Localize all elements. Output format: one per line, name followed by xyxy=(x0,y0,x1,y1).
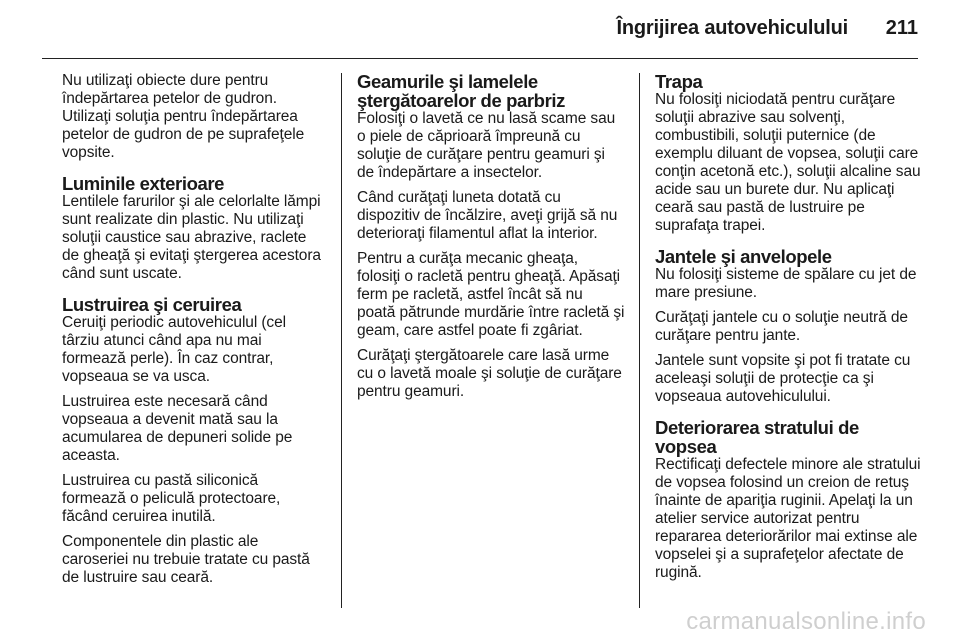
section-heading: Jantele şi anvelopele xyxy=(655,246,832,267)
paragraph: Nu utilizaţi obiecte dure pentru îndepărtarea petelor de gudron. Utilizaţi soluţia pentru îndepărtarea petelor de gudron de pe suprafeţele vopsite. xyxy=(62,72,305,161)
page-title: Îngrijirea autovehiculului xyxy=(616,17,848,39)
section-polishing-waxing xyxy=(62,295,324,587)
section-heading: Trapa xyxy=(655,71,703,92)
column-3 xyxy=(655,72,923,589)
column-1 xyxy=(62,72,324,594)
paragraph: Lustruirea cu pastă siliconică formează o peliculă protectoare, făcând ceruirea inutilă. xyxy=(62,472,281,525)
section-paint-damage xyxy=(655,418,923,582)
section-wheels-tyres xyxy=(655,247,923,406)
paragraph: Lustruirea este necesară când vopseaua a devenit mată sau la acumularea de depuneri solide pe aceasta. xyxy=(62,393,293,464)
paragraph: Nu folosiţi niciodată pentru curăţare soluţii abrazive sau solvenţi, combustibili, soluţii puternice (de exemplu diluant de vopsea, soluţii care conţin acetonă etc.), soluţii alcaline sau acide sau un burete dur. Nu aplicaţi ceară sau pastă de lustruire pe suprafaţa trapei. xyxy=(655,91,921,234)
section-heading: Luminile exterioare xyxy=(62,173,225,194)
section-heading: Geamurile şi lamelele ştergătoarelor de parbriz xyxy=(357,71,565,111)
page-number: 211 xyxy=(885,17,918,39)
paragraph: Componentele din plastic ale caroseriei nu trebuie tratate cu pastă de lustruire sau ceară. xyxy=(62,533,310,586)
paragraph: Curăţaţi jantele cu o soluţie neutră de curăţare pentru jante. xyxy=(655,309,908,344)
section-sunroof xyxy=(655,72,923,235)
column-divider xyxy=(639,73,640,608)
section-windows-wipers xyxy=(357,72,625,401)
header-rule xyxy=(42,58,918,59)
watermark: carmanualsonline.info xyxy=(686,608,926,635)
section-heading: Lustruirea şi ceruirea xyxy=(62,294,242,315)
column-divider xyxy=(341,73,342,608)
paragraph: Rectificaţi defectele minore ale stratului de vopsea folosind un creion de retuş înainte de apariţia ruginii. Apelaţi la un atelier service autorizat pentru repararea deteriorărilor mai extinse ale vopselei şi a suprafeţelor afectate de rugină. xyxy=(655,456,921,581)
paragraph: Nu folosiţi sisteme de spălare cu jet de mare presiune. xyxy=(655,266,917,301)
paragraph: Ceruiţi periodic autovehiculul (cel târziu atunci când apa nu mai formează perle). În caz contrar, vopseaua se va usca. xyxy=(62,314,286,385)
paragraph: Când curăţaţi luneta dotată cu dispozitiv de încălzire, aveţi grijă să nu deterioraţi filamentul aflat la interior. xyxy=(357,189,618,242)
page-header xyxy=(0,0,960,58)
paragraph: Folosiţi o lavetă ce nu lasă scame sau o piele de căprioară împreună cu soluţie de curăţare pentru geamuri şi de îndepărtare a insectelor. xyxy=(357,110,616,181)
section-exterior-lights xyxy=(62,174,324,283)
column-2 xyxy=(357,72,625,408)
paragraph: Lentilele farurilor şi ale celorlalte lămpi sunt realizate din plastic. Nu utilizaţi soluţii caustice sau abrazive, raclete de gheaţă şi evitaţi ştergerea acestora când sunt uscate. xyxy=(62,193,321,282)
paragraph: Curăţaţi ştergătoarele care lasă urme cu o lavetă moale şi soluţie de curăţare pentru geamuri. xyxy=(357,347,622,400)
paragraph: Jantele sunt vopsite şi pot fi tratate cu aceleaşi soluţii de protecţie ca şi vopseaua autovehiculului. xyxy=(655,352,911,405)
paragraph: Pentru a curăţa mecanic gheaţa, folosiţi o racletă pentru gheaţă. Apăsaţi ferm pe racletă, astfel încât să nu poată pătrunde murdărie între racletă şi geam, care astfel poate fi zgâriat. xyxy=(357,250,625,339)
section-heading: Deteriorarea stratului de vopsea xyxy=(655,417,859,457)
